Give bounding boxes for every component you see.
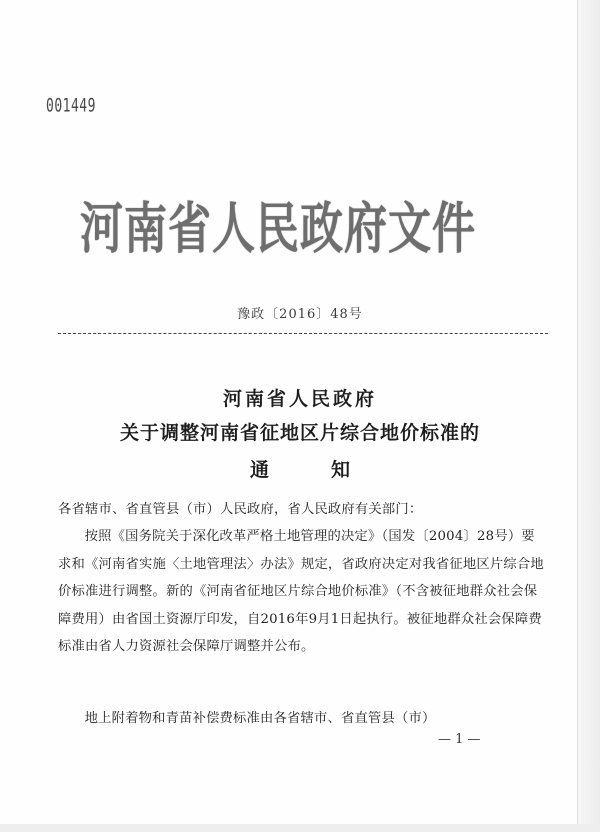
title-line-2: 关于调整河南省征地区片综合地价标准的	[119, 422, 480, 444]
document-number: 豫政〔2016〕48号	[237, 307, 363, 322]
body-paragraph-2: 地上附着物和青苗补偿费标准由各省辖市、省直管县（市）	[84, 711, 436, 726]
body-paragraph-1: 按照《国务院关于深化改革严格土地管理的决定》（国发〔2004〕28号）要求和《河南省实施〈土地管理法〉办法》规定，省政府决定对我省征地区片综合地价标准进行调整。新的《河南省征地区片综合地价标准》（不含被征地群众社会保障费用）由省国土资源厅印发，自2016年9月1日起执行。被征地群众社会保障费标准由省人力资源社会保障厅调整并公布。	[58, 529, 544, 654]
masthead-title: 河南省人民政府文件	[80, 197, 476, 262]
serial-number: 001449	[46, 96, 96, 117]
title-word-zhi: 知	[331, 459, 351, 481]
page-bottom-edge	[0, 824, 600, 832]
page-number: — 1 —	[438, 732, 481, 747]
page-edge-shadow	[577, 0, 600, 832]
title-line-3	[0, 455, 600, 482]
salutation: 各省辖市、省直管县（市）人民政府，省人民政府有关部门：	[58, 502, 423, 517]
title-word-tong: 通	[249, 459, 269, 481]
header-divider	[58, 333, 548, 334]
title-line-1: 河南省人民政府	[222, 388, 377, 410]
